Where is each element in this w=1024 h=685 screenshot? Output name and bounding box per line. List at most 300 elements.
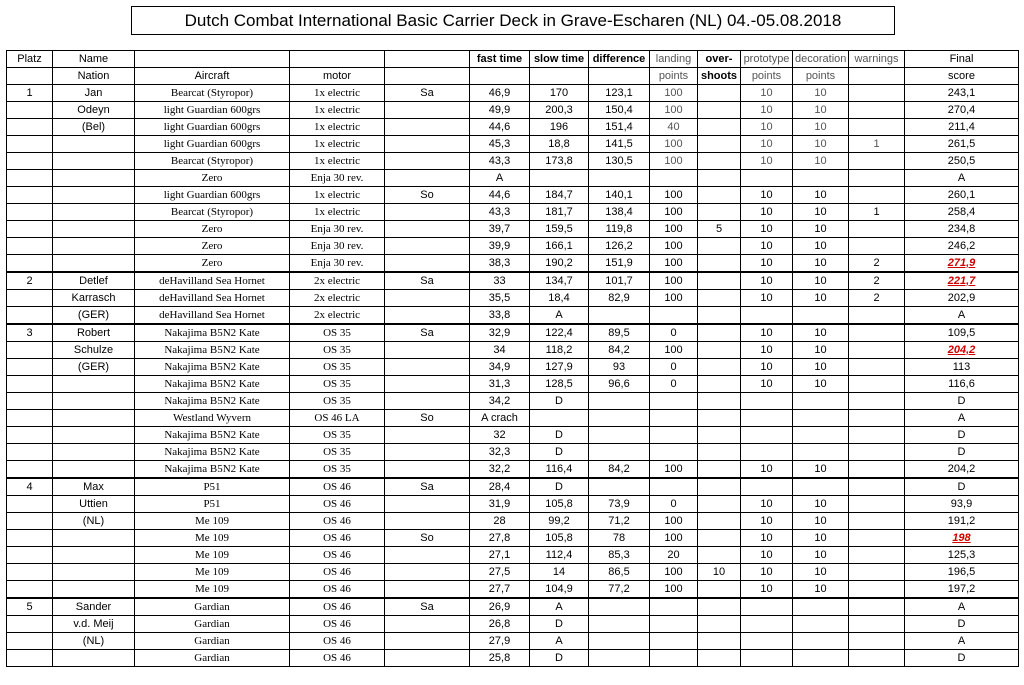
- prototype-cell: [741, 598, 793, 616]
- day-cell: [385, 581, 470, 599]
- platz-cell: [7, 496, 53, 513]
- platz-cell: [7, 119, 53, 136]
- day-cell: So: [385, 530, 470, 547]
- motor-cell: 2x electric: [290, 307, 385, 325]
- overshoots-cell: [698, 170, 741, 187]
- difference-cell: 86,5: [589, 564, 650, 581]
- header-landing: points: [650, 68, 698, 85]
- slow-time-cell: [530, 170, 589, 187]
- overshoots-cell: [698, 102, 741, 119]
- difference-cell: 84,2: [589, 461, 650, 479]
- final-score-cell: A: [905, 633, 1019, 650]
- slow-time-cell: 18,4: [530, 290, 589, 307]
- name-cell: [53, 187, 135, 204]
- header-decoration: decoration: [793, 51, 849, 68]
- decoration-cell: 10: [793, 461, 849, 479]
- warnings-cell: [849, 496, 905, 513]
- fast-time-cell: 44,6: [470, 119, 530, 136]
- header-overshoots: over-: [698, 51, 741, 68]
- header-difference: difference: [589, 51, 650, 68]
- final-score-cell: 243,1: [905, 85, 1019, 102]
- prototype-cell: 10: [741, 581, 793, 599]
- header-final: Final: [905, 51, 1019, 68]
- warnings-cell: [849, 461, 905, 479]
- table-row: [7, 102, 1019, 119]
- motor-cell: OS 46: [290, 547, 385, 564]
- header-row-1: [7, 51, 1019, 68]
- day-cell: [385, 564, 470, 581]
- day-cell: [385, 393, 470, 410]
- platz-cell: [7, 359, 53, 376]
- decoration-cell: 10: [793, 530, 849, 547]
- warnings-cell: 2: [849, 290, 905, 307]
- slow-time-cell: D: [530, 393, 589, 410]
- decoration-cell: [793, 650, 849, 667]
- final-score-cell: 109,5: [905, 324, 1019, 342]
- fast-time-cell: 35,5: [470, 290, 530, 307]
- motor-cell: 1x electric: [290, 136, 385, 153]
- decoration-cell: 10: [793, 136, 849, 153]
- name-cell: [53, 547, 135, 564]
- prototype-cell: [741, 307, 793, 325]
- header-fast-time: [470, 68, 530, 85]
- difference-cell: 101,7: [589, 272, 650, 290]
- aircraft-cell: light Guardian 600grs: [135, 119, 290, 136]
- prototype-cell: [741, 170, 793, 187]
- aircraft-cell: Zero: [135, 170, 290, 187]
- aircraft-cell: Nakajima B5N2 Kate: [135, 324, 290, 342]
- overshoots-cell: [698, 376, 741, 393]
- table-row: [7, 496, 1019, 513]
- difference-cell: 82,9: [589, 290, 650, 307]
- warnings-cell: [849, 547, 905, 564]
- platz-cell: [7, 290, 53, 307]
- aircraft-cell: P51: [135, 478, 290, 496]
- day-cell: [385, 238, 470, 255]
- decoration-cell: [793, 633, 849, 650]
- difference-cell: [589, 307, 650, 325]
- warnings-cell: [849, 427, 905, 444]
- prototype-cell: 10: [741, 342, 793, 359]
- decoration-cell: 10: [793, 342, 849, 359]
- decoration-cell: 10: [793, 204, 849, 221]
- decoration-cell: [793, 478, 849, 496]
- prototype-cell: 10: [741, 187, 793, 204]
- motor-cell: OS 35: [290, 376, 385, 393]
- landing-cell: [650, 598, 698, 616]
- fast-time-cell: 46,9: [470, 85, 530, 102]
- fast-time-cell: 32,2: [470, 461, 530, 479]
- difference-cell: [589, 444, 650, 461]
- fast-time-cell: 34,2: [470, 393, 530, 410]
- final-score-cell: D: [905, 427, 1019, 444]
- motor-cell: Enja 30 rev.: [290, 255, 385, 273]
- overshoots-cell: [698, 85, 741, 102]
- name-cell: [53, 461, 135, 479]
- warnings-cell: [849, 598, 905, 616]
- header-warnings: [849, 68, 905, 85]
- landing-cell: 100: [650, 461, 698, 479]
- motor-cell: 1x electric: [290, 153, 385, 170]
- slow-time-cell: 104,9: [530, 581, 589, 599]
- platz-cell: [7, 255, 53, 273]
- prototype-cell: [741, 410, 793, 427]
- fast-time-cell: 34,9: [470, 359, 530, 376]
- difference-cell: 78: [589, 530, 650, 547]
- prototype-cell: 10: [741, 359, 793, 376]
- slow-time-cell: D: [530, 444, 589, 461]
- header-name: Name: [53, 51, 135, 68]
- motor-cell: 1x electric: [290, 119, 385, 136]
- platz-cell: [7, 633, 53, 650]
- difference-cell: 73,9: [589, 496, 650, 513]
- landing-cell: 100: [650, 187, 698, 204]
- slow-time-cell: D: [530, 478, 589, 496]
- overshoots-cell: [698, 324, 741, 342]
- prototype-cell: 10: [741, 496, 793, 513]
- decoration-cell: 10: [793, 547, 849, 564]
- slow-time-cell: 127,9: [530, 359, 589, 376]
- name-cell: Detlef: [53, 272, 135, 290]
- final-score-cell: 234,8: [905, 221, 1019, 238]
- warnings-cell: 2: [849, 255, 905, 273]
- fast-time-cell: 32,3: [470, 444, 530, 461]
- name-cell: (NL): [53, 513, 135, 530]
- slow-time-cell: A: [530, 633, 589, 650]
- aircraft-cell: Me 109: [135, 564, 290, 581]
- decoration-cell: 10: [793, 290, 849, 307]
- header-prototype: prototype: [741, 51, 793, 68]
- motor-cell: OS 46: [290, 633, 385, 650]
- name-cell: [53, 650, 135, 667]
- day-cell: [385, 444, 470, 461]
- fast-time-cell: 31,9: [470, 496, 530, 513]
- day-cell: [385, 221, 470, 238]
- overshoots-cell: [698, 272, 741, 290]
- fast-time-cell: 26,9: [470, 598, 530, 616]
- slow-time-cell: 200,3: [530, 102, 589, 119]
- table-row: [7, 478, 1019, 496]
- prototype-cell: 10: [741, 136, 793, 153]
- final-score-cell: A: [905, 170, 1019, 187]
- slow-time-cell: 112,4: [530, 547, 589, 564]
- slow-time-cell: 184,7: [530, 187, 589, 204]
- fast-time-cell: 28: [470, 513, 530, 530]
- name-cell: Schulze: [53, 342, 135, 359]
- day-cell: [385, 633, 470, 650]
- motor-cell: OS 46: [290, 513, 385, 530]
- header-decoration: points: [793, 68, 849, 85]
- difference-cell: 151,4: [589, 119, 650, 136]
- platz-cell: [7, 513, 53, 530]
- aircraft-cell: Bearcat (Styropor): [135, 204, 290, 221]
- final-score-cell: A: [905, 307, 1019, 325]
- header-warnings: warnings: [849, 51, 905, 68]
- aircraft-cell: Zero: [135, 255, 290, 273]
- prototype-cell: [741, 478, 793, 496]
- aircraft-cell: Me 109: [135, 530, 290, 547]
- warnings-cell: [849, 650, 905, 667]
- platz-cell: [7, 170, 53, 187]
- overshoots-cell: [698, 136, 741, 153]
- landing-cell: [650, 393, 698, 410]
- slow-time-cell: 159,5: [530, 221, 589, 238]
- landing-cell: 100: [650, 564, 698, 581]
- header-aircraft: [135, 51, 290, 68]
- difference-cell: [589, 478, 650, 496]
- platz-cell: 5: [7, 598, 53, 616]
- table-row: [7, 136, 1019, 153]
- day-cell: [385, 427, 470, 444]
- slow-time-cell: D: [530, 427, 589, 444]
- name-cell: [53, 221, 135, 238]
- slow-time-cell: [530, 410, 589, 427]
- landing-cell: 100: [650, 238, 698, 255]
- platz-cell: 2: [7, 272, 53, 290]
- warnings-cell: [849, 324, 905, 342]
- final-score-cell: 125,3: [905, 547, 1019, 564]
- landing-cell: 100: [650, 255, 698, 273]
- difference-cell: 93: [589, 359, 650, 376]
- name-cell: v.d. Meij: [53, 616, 135, 633]
- overshoots-cell: [698, 530, 741, 547]
- day-cell: [385, 307, 470, 325]
- warnings-cell: [849, 513, 905, 530]
- decoration-cell: 10: [793, 255, 849, 273]
- decoration-cell: 10: [793, 324, 849, 342]
- table-row: [7, 547, 1019, 564]
- day-cell: Sa: [385, 85, 470, 102]
- final-score-cell: D: [905, 393, 1019, 410]
- fast-time-cell: 32,9: [470, 324, 530, 342]
- name-cell: [53, 530, 135, 547]
- aircraft-cell: deHavilland Sea Hornet: [135, 272, 290, 290]
- difference-cell: 85,3: [589, 547, 650, 564]
- landing-cell: [650, 616, 698, 633]
- table-row: [7, 444, 1019, 461]
- motor-cell: OS 35: [290, 324, 385, 342]
- aircraft-cell: deHavilland Sea Hornet: [135, 307, 290, 325]
- table-row: [7, 238, 1019, 255]
- name-cell: Uttien: [53, 496, 135, 513]
- overshoots-cell: [698, 444, 741, 461]
- name-cell: [53, 238, 135, 255]
- final-score-cell: 93,9: [905, 496, 1019, 513]
- fast-time-cell: 43,3: [470, 204, 530, 221]
- fast-time-cell: 27,9: [470, 633, 530, 650]
- difference-cell: 84,2: [589, 342, 650, 359]
- difference-cell: [589, 393, 650, 410]
- platz-cell: [7, 187, 53, 204]
- landing-cell: 100: [650, 85, 698, 102]
- decoration-cell: [793, 616, 849, 633]
- warnings-cell: [849, 564, 905, 581]
- slow-time-cell: 181,7: [530, 204, 589, 221]
- header-motor: [290, 51, 385, 68]
- prototype-cell: 10: [741, 102, 793, 119]
- final-score-cell: D: [905, 616, 1019, 633]
- landing-cell: [650, 307, 698, 325]
- landing-cell: 100: [650, 102, 698, 119]
- table-row: [7, 204, 1019, 221]
- platz-cell: [7, 342, 53, 359]
- overshoots-cell: [698, 547, 741, 564]
- aircraft-cell: deHavilland Sea Hornet: [135, 290, 290, 307]
- fast-time-cell: 39,7: [470, 221, 530, 238]
- decoration-cell: 10: [793, 496, 849, 513]
- day-cell: [385, 359, 470, 376]
- decoration-cell: 10: [793, 85, 849, 102]
- overshoots-cell: [698, 238, 741, 255]
- final-score-cell: D: [905, 650, 1019, 667]
- prototype-cell: 10: [741, 564, 793, 581]
- difference-cell: [589, 598, 650, 616]
- table-row: [7, 598, 1019, 616]
- results-table: [6, 50, 1019, 667]
- warnings-cell: [849, 102, 905, 119]
- slow-time-cell: 14: [530, 564, 589, 581]
- decoration-cell: 10: [793, 564, 849, 581]
- platz-cell: [7, 153, 53, 170]
- warnings-cell: [849, 187, 905, 204]
- warnings-cell: [849, 153, 905, 170]
- decoration-cell: [793, 598, 849, 616]
- overshoots-cell: [698, 427, 741, 444]
- fast-time-cell: 45,3: [470, 136, 530, 153]
- motor-cell: 2x electric: [290, 272, 385, 290]
- decoration-cell: 10: [793, 238, 849, 255]
- decoration-cell: [793, 170, 849, 187]
- aircraft-cell: Gardian: [135, 598, 290, 616]
- motor-cell: OS 35: [290, 342, 385, 359]
- name-cell: Jan: [53, 85, 135, 102]
- table-row: [7, 272, 1019, 290]
- day-cell: [385, 102, 470, 119]
- warnings-cell: [849, 393, 905, 410]
- final-score-cell: 116,6: [905, 376, 1019, 393]
- final-score-cell: 204,2: [905, 461, 1019, 479]
- decoration-cell: [793, 444, 849, 461]
- table-row: [7, 255, 1019, 273]
- platz-cell: [7, 376, 53, 393]
- table-row: [7, 393, 1019, 410]
- header-platz: [7, 68, 53, 85]
- decoration-cell: [793, 307, 849, 325]
- day-cell: [385, 650, 470, 667]
- day-cell: [385, 170, 470, 187]
- prototype-cell: 10: [741, 221, 793, 238]
- motor-cell: OS 46: [290, 616, 385, 633]
- header-row-2: [7, 68, 1019, 85]
- aircraft-cell: Nakajima B5N2 Kate: [135, 393, 290, 410]
- name-cell: [53, 376, 135, 393]
- header-difference: [589, 68, 650, 85]
- header-prototype: points: [741, 68, 793, 85]
- table-row: [7, 187, 1019, 204]
- motor-cell: OS 46: [290, 564, 385, 581]
- table-row: [7, 461, 1019, 479]
- motor-cell: 1x electric: [290, 187, 385, 204]
- warnings-cell: [849, 616, 905, 633]
- motor-cell: OS 35: [290, 444, 385, 461]
- decoration-cell: [793, 427, 849, 444]
- fast-time-cell: 27,5: [470, 564, 530, 581]
- aircraft-cell: Zero: [135, 238, 290, 255]
- prototype-cell: 10: [741, 238, 793, 255]
- table-row: [7, 410, 1019, 427]
- overshoots-cell: [698, 616, 741, 633]
- motor-cell: OS 46: [290, 478, 385, 496]
- motor-cell: OS 35: [290, 461, 385, 479]
- prototype-cell: 10: [741, 153, 793, 170]
- landing-cell: [650, 478, 698, 496]
- landing-cell: 40: [650, 119, 698, 136]
- aircraft-cell: Gardian: [135, 650, 290, 667]
- name-cell: (Bel): [53, 119, 135, 136]
- final-score-cell: 211,4: [905, 119, 1019, 136]
- platz-cell: [7, 530, 53, 547]
- slow-time-cell: A: [530, 598, 589, 616]
- aircraft-cell: Nakajima B5N2 Kate: [135, 444, 290, 461]
- overshoots-cell: [698, 496, 741, 513]
- warnings-cell: [849, 221, 905, 238]
- difference-cell: 141,5: [589, 136, 650, 153]
- aircraft-cell: Gardian: [135, 633, 290, 650]
- fast-time-cell: 33: [470, 272, 530, 290]
- prototype-cell: 10: [741, 461, 793, 479]
- table-row: [7, 530, 1019, 547]
- overshoots-cell: [698, 650, 741, 667]
- prototype-cell: [741, 427, 793, 444]
- difference-cell: 89,5: [589, 324, 650, 342]
- decoration-cell: [793, 410, 849, 427]
- final-score-cell: 198: [905, 530, 1019, 547]
- final-score-cell: 202,9: [905, 290, 1019, 307]
- overshoots-cell: [698, 153, 741, 170]
- warnings-cell: 1: [849, 204, 905, 221]
- overshoots-cell: [698, 290, 741, 307]
- table-row: [7, 324, 1019, 342]
- platz-cell: 3: [7, 324, 53, 342]
- difference-cell: [589, 170, 650, 187]
- fast-time-cell: 27,8: [470, 530, 530, 547]
- slow-time-cell: 118,2: [530, 342, 589, 359]
- day-cell: Sa: [385, 598, 470, 616]
- slow-time-cell: 18,8: [530, 136, 589, 153]
- slow-time-cell: 170: [530, 85, 589, 102]
- aircraft-cell: Me 109: [135, 513, 290, 530]
- landing-cell: 100: [650, 342, 698, 359]
- motor-cell: 2x electric: [290, 290, 385, 307]
- fast-time-cell: 44,6: [470, 187, 530, 204]
- table-row: [7, 290, 1019, 307]
- final-score-cell: D: [905, 444, 1019, 461]
- prototype-cell: 10: [741, 376, 793, 393]
- table-row: [7, 307, 1019, 325]
- aircraft-cell: Bearcat (Styropor): [135, 85, 290, 102]
- aircraft-cell: Nakajima B5N2 Kate: [135, 427, 290, 444]
- day-cell: [385, 342, 470, 359]
- final-score-cell: A: [905, 598, 1019, 616]
- prototype-cell: [741, 650, 793, 667]
- document-title: Dutch Combat International Basic Carrier Deck in Grave-Escharen (NL) 04.-05.08.2018: [131, 6, 895, 35]
- day-cell: [385, 496, 470, 513]
- table-row: [7, 564, 1019, 581]
- table-row: [7, 581, 1019, 599]
- landing-cell: 20: [650, 547, 698, 564]
- warnings-cell: [849, 581, 905, 599]
- header-name: Nation: [53, 68, 135, 85]
